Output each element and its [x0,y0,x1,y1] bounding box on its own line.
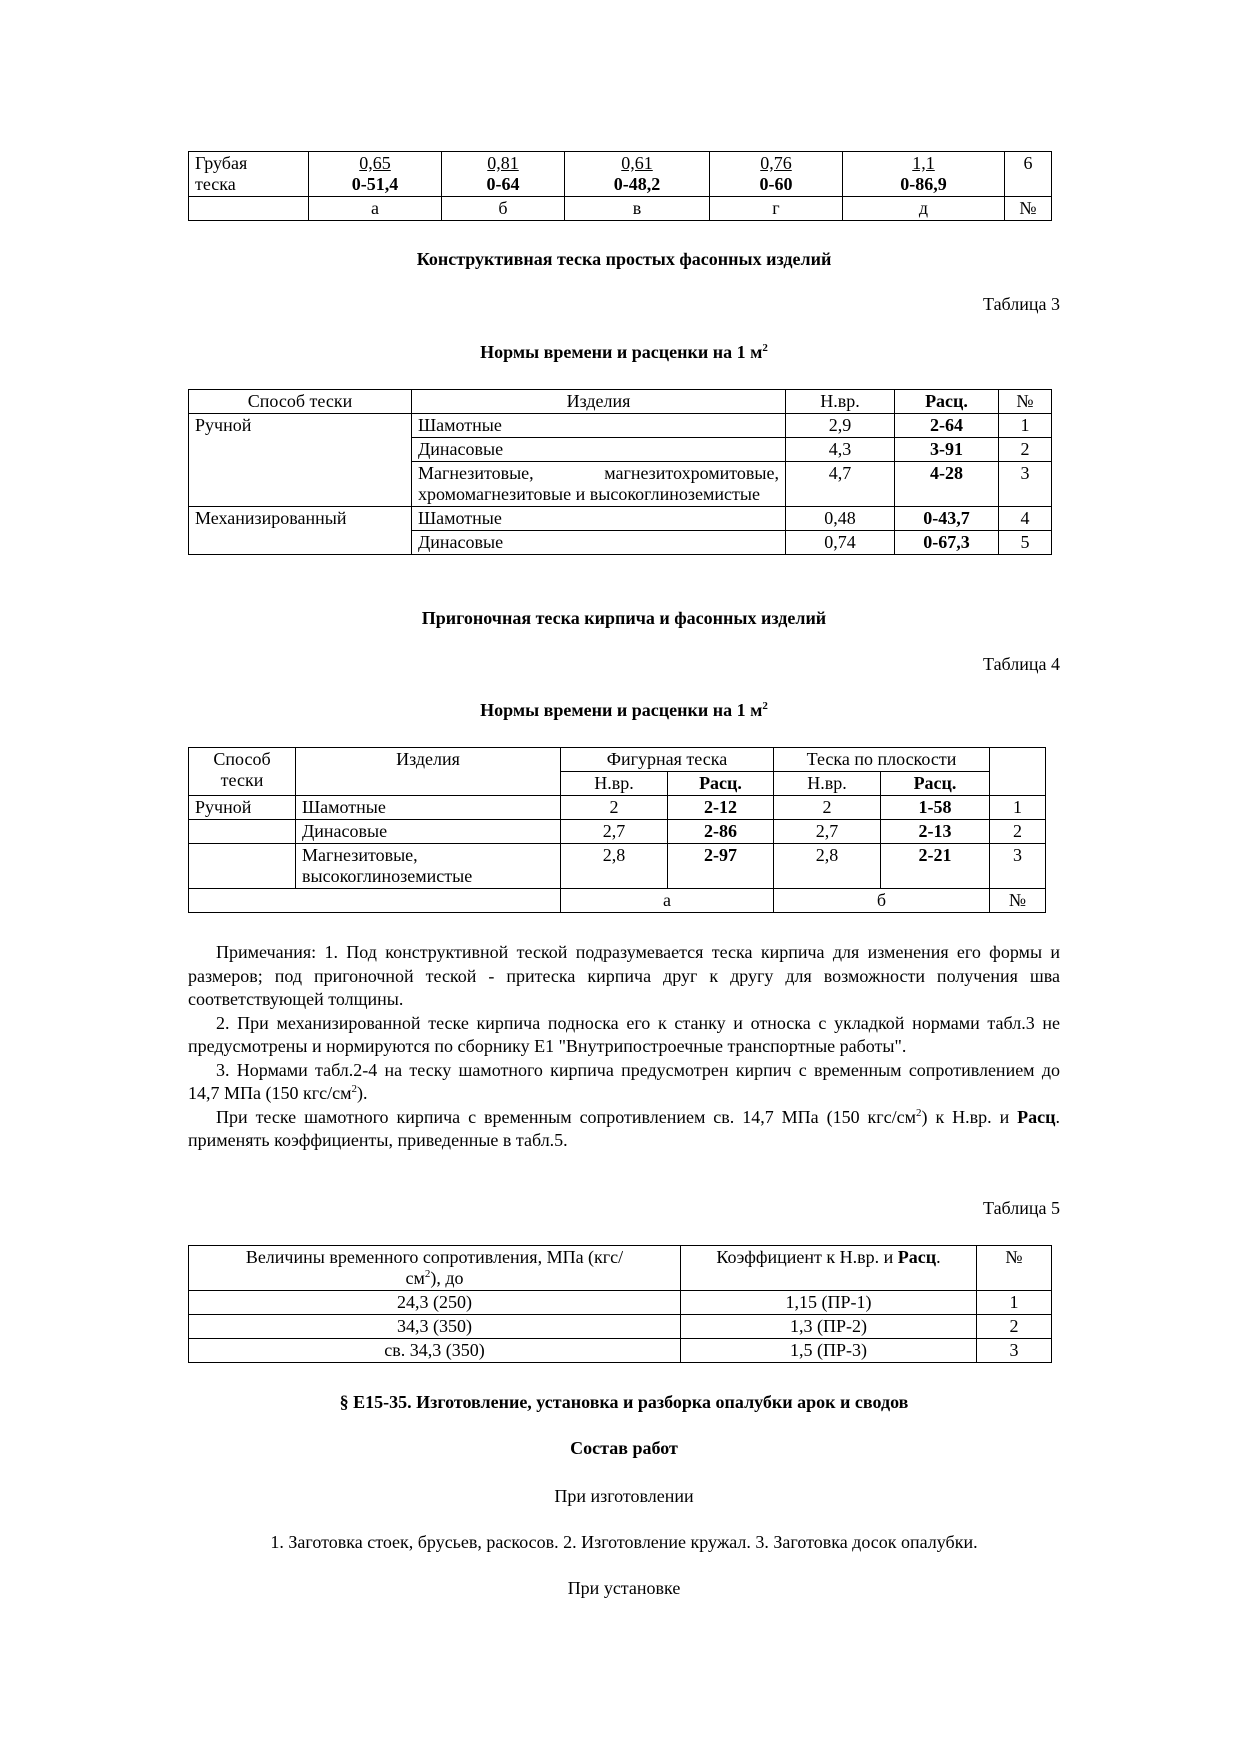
notes [188,941,1060,1153]
header-cell: Теска по плоскости [774,748,990,772]
header-cell: Фигурная теска [561,748,774,772]
header-bold: Расц [897,1247,937,1267]
nvr: 0,65 [359,153,391,173]
table-footer-row [189,197,1052,221]
table-header-row [189,748,1046,772]
method-cell [189,844,296,889]
row-number: 1 [999,414,1052,438]
table-row [189,796,1046,820]
note-paragraph [188,1106,1060,1153]
subsection-title: При изготовлении [554,1486,694,1506]
rasc-cell: 2-97 [668,844,774,889]
nvr: 1,1 [912,153,935,173]
item-cell: Магнезитовые, высокоглиноземистые [296,844,561,889]
subsection-title: При установке [567,1578,681,1598]
coef-cell: 1,5 (ПР-3) [681,1339,977,1363]
table-row [189,152,1052,197]
row-number: 6 [1005,152,1052,197]
cell [710,152,843,197]
col-letter: г [710,197,843,221]
rasc-cell: 2-13 [881,820,990,844]
table-5 [188,1245,1060,1363]
nvr-cell: 0,48 [786,507,895,531]
note-paragraph: 2. При механизированной теске кирпича подноска его к станку и относка с укладкой нормами табл.3 не предусмотрены и нормируются по сборнику Е1 "Внутрипостроечные транспортные работы". [188,1012,1060,1056]
rasc-cell: 4-28 [895,462,999,507]
table-top-continuation [188,151,1060,221]
method-cell: Ручной [189,414,412,507]
header-cell [189,1246,681,1291]
col-letter: № [1005,197,1052,221]
header-cell: Расц. [895,390,999,414]
row-number: 5 [999,531,1052,555]
header-text: тески [220,770,264,790]
row-number: 2 [977,1315,1052,1339]
item-cell: Динасовые [296,820,561,844]
header-cell: Н.вр. [774,772,881,796]
rasc-cell: 3-91 [895,438,999,462]
nvr-cell: 2,9 [786,414,895,438]
header-cell [681,1246,977,1291]
superscript: 2 [424,1268,431,1280]
table-header-row [189,1246,1052,1291]
row-label: теска [195,174,236,194]
rasc-cell: 2-86 [668,820,774,844]
col-letter: а [309,197,442,221]
header-cell: Способ тески [189,390,412,414]
nvr-cell: 2,7 [774,820,881,844]
rasc-cell: 2-21 [881,844,990,889]
rasc: 0-51,4 [351,174,399,194]
rasc-cell: 2-12 [668,796,774,820]
table-row [189,414,1052,438]
header-cell: Н.вр. [786,390,895,414]
note-bold: Расц [1017,1106,1056,1127]
work-text: 1. Заготовка стоек, брусьев, раскосов. 2. Изготовление кружал. 3. Заготовка досок опалубки. [270,1532,978,1552]
note-text: При теске шамотного кирпича с временным сопротивлением св. 14,7 МПа (150 кгс/см [216,1106,917,1127]
nvr-cell: 2,8 [561,844,668,889]
header-cell: Изделия [296,748,561,796]
cell [843,152,1005,197]
rasc: 0-60 [759,174,793,194]
header-cell: Изделия [412,390,786,414]
rasc-cell: 0-67,3 [895,531,999,555]
table-3 [188,389,1060,555]
superscript: 2 [351,1083,357,1095]
note-text: . применять коэффициенты, приведенные в табл.5. [188,1106,1060,1150]
title-text: Нормы времени и расценки на 1 м [480,700,763,720]
nvr-cell: 0,74 [786,531,895,555]
header-cell: № [999,390,1052,414]
note-text: ). [357,1083,368,1103]
col-letter: б [442,197,565,221]
note-text: 3. Нормами табл.2-4 на теску шамотного кирпича предусмотрен кирпич с временным сопротивлением до 14,7 МПа (150 кгс/см [188,1059,1060,1103]
title-text: Нормы времени и расценки на 1 м [480,342,763,362]
row-number: 4 [999,507,1052,531]
work-title: Состав работ [570,1438,678,1458]
note-paragraph: Примечания: 1. Под конструктивной теской подразумевается теска кирпича для изменения его формы и размеров; под пригоночной теской - притеска кирпича друг к другу для возможности получения шва соответствующей толщины. [188,942,1060,1009]
table-label: Таблица 5 [983,1198,1060,1218]
table-row [189,1339,1052,1363]
table-footer-row [189,889,1046,913]
col-letter: д [843,197,1005,221]
rasc-cell: 2-64 [895,414,999,438]
superscript: 2 [916,1106,922,1119]
rasc-cell: 0-43,7 [895,507,999,531]
table-4 [188,747,1060,913]
table-row [189,844,1046,889]
header-text: Величины временного сопротивления, МПа (кгс/см [245,1247,624,1288]
section-title: Пригоночная теска кирпича и фасонных изделий [421,608,827,628]
header-cell: Расц. [881,772,990,796]
section-title: § Е15-35. Изготовление, установка и разборка опалубки арок и сводов [339,1392,909,1412]
table-label: Таблица 4 [983,654,1060,674]
cell [442,152,565,197]
item-cell: Динасовые [412,438,786,462]
header-text: . [936,1247,941,1267]
empty-cell [189,197,309,221]
item-cell: Шамотные [412,414,786,438]
method-cell [189,820,296,844]
value-cell: 34,3 (350) [189,1315,681,1339]
coef-cell: 1,3 (ПР-2) [681,1315,977,1339]
table-row [189,820,1046,844]
value-cell: 24,3 (250) [189,1291,681,1315]
header-cell: Н.вр. [561,772,668,796]
nvr: 0,61 [621,153,653,173]
section-title: Конструктивная теска простых фасонных изделий [416,249,832,269]
coef-cell: 1,15 (ПР-1) [681,1291,977,1315]
nvr-cell: 2 [561,796,668,820]
item-cell: Магнезитовые, магнезитохромитовые, хромомагнезитовые и высокоглиноземистые [412,462,786,507]
nvr-cell: 2,7 [561,820,668,844]
method-cell: Механизированный [189,507,412,555]
table-title [188,700,1060,721]
method-cell: Ручной [189,796,296,820]
header-cell: Расц. [668,772,774,796]
nvr: 0,81 [487,153,519,173]
header-text: ), до [430,1268,464,1288]
nvr-cell: 2 [774,796,881,820]
header-text: Способ [213,749,271,769]
cell [565,152,710,197]
nvr-cell: 4,7 [786,462,895,507]
table-label: Таблица 3 [983,294,1060,314]
note-paragraph [188,1059,1060,1106]
row-number: 3 [999,462,1052,507]
superscript: 2 [762,342,768,354]
rasc: 0-48,2 [613,174,661,194]
note-text: ) к Н.вр. и [921,1106,1018,1127]
row-number: 2 [999,438,1052,462]
table-row [189,1315,1052,1339]
row-number: 1 [977,1291,1052,1315]
item-cell: Динасовые [412,531,786,555]
row-number: 2 [990,820,1046,844]
header-text: Коэффициент к Н.вр. и [716,1247,898,1267]
row-number: 1 [990,796,1046,820]
row-label: Грубая [195,153,248,173]
nvr: 0,76 [760,153,792,173]
value-cell: св. 34,3 (350) [189,1339,681,1363]
table-title [188,342,1060,363]
item-cell: Шамотные [296,796,561,820]
rasc-cell: 1-58 [881,796,990,820]
col-letter: в [565,197,710,221]
table-row [189,1291,1052,1315]
table-header-row [189,390,1052,414]
col-letter: б [774,889,990,913]
rasc: 0-64 [486,174,520,194]
empty-cell [189,889,561,913]
cell [309,152,442,197]
col-letter: а [561,889,774,913]
nvr-cell: 2,8 [774,844,881,889]
row-number: 3 [977,1339,1052,1363]
rasc: 0-86,9 [900,174,947,194]
item-cell: Шамотные [412,507,786,531]
header-cell: № [977,1246,1052,1291]
table-row [189,507,1052,531]
nvr-cell: 4,3 [786,438,895,462]
superscript: 2 [762,700,768,712]
header-cell [189,748,296,796]
row-number: 3 [990,844,1046,889]
col-letter: № [990,889,1046,913]
empty-cell [990,748,1046,796]
